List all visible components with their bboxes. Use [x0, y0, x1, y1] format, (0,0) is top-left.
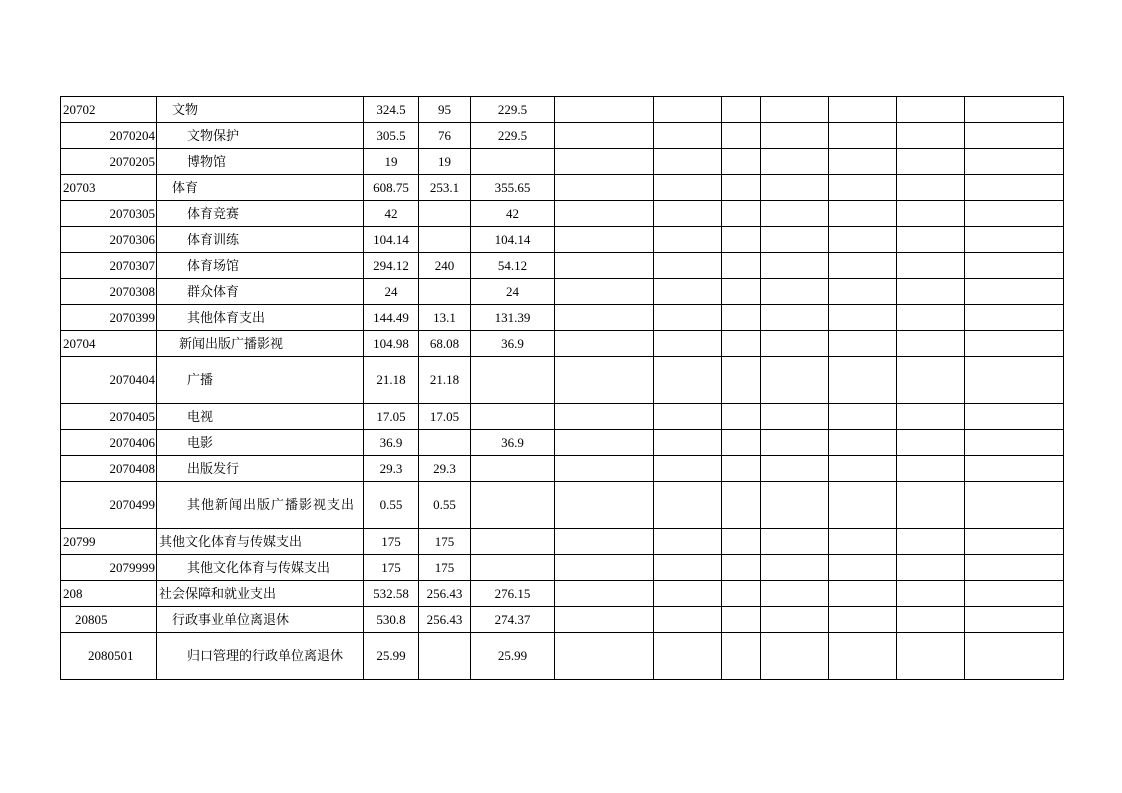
empty-cell [555, 404, 654, 430]
empty-cell [761, 123, 829, 149]
row-value-1: 305.5 [364, 123, 419, 149]
empty-cell [965, 253, 1064, 279]
empty-cell [829, 97, 897, 123]
empty-cell [965, 123, 1064, 149]
empty-cell [897, 430, 965, 456]
row-value-1: 608.75 [364, 175, 419, 201]
empty-cell [897, 482, 965, 529]
table-row [61, 430, 1064, 456]
empty-cell [555, 633, 654, 680]
row-code: 2070204 [61, 123, 157, 149]
row-value-1: 175 [364, 529, 419, 555]
row-value-3: 355.65 [471, 175, 555, 201]
empty-cell [897, 175, 965, 201]
empty-cell [897, 253, 965, 279]
row-value-3: 229.5 [471, 97, 555, 123]
empty-cell [829, 529, 897, 555]
row-name: 博物馆 [157, 149, 364, 175]
empty-cell [555, 149, 654, 175]
empty-cell [555, 97, 654, 123]
row-value-1: 19 [364, 149, 419, 175]
empty-cell [555, 581, 654, 607]
row-code: 2079999 [61, 555, 157, 581]
empty-cell [722, 529, 761, 555]
table-row [61, 175, 1064, 201]
empty-cell [829, 456, 897, 482]
empty-cell [654, 482, 722, 529]
empty-cell [829, 279, 897, 305]
row-value-2: 0.55 [419, 482, 471, 529]
empty-cell [761, 633, 829, 680]
empty-cell [761, 529, 829, 555]
empty-cell [829, 201, 897, 227]
empty-cell [829, 581, 897, 607]
empty-cell [897, 555, 965, 581]
row-value-3: 25.99 [471, 633, 555, 680]
row-value-3: 276.15 [471, 581, 555, 607]
row-value-3 [471, 456, 555, 482]
row-name: 体育场馆 [157, 253, 364, 279]
row-code: 20805 [61, 607, 157, 633]
empty-cell [829, 357, 897, 404]
empty-cell [965, 456, 1064, 482]
empty-cell [555, 456, 654, 482]
empty-cell [654, 529, 722, 555]
empty-cell [654, 456, 722, 482]
empty-cell [761, 555, 829, 581]
row-value-3: 274.37 [471, 607, 555, 633]
row-code: 2070306 [61, 227, 157, 253]
empty-cell [654, 97, 722, 123]
empty-cell [965, 227, 1064, 253]
row-value-3: 36.9 [471, 430, 555, 456]
empty-cell [829, 482, 897, 529]
empty-cell [722, 404, 761, 430]
empty-cell [761, 227, 829, 253]
empty-cell [897, 331, 965, 357]
row-value-3: 131.39 [471, 305, 555, 331]
empty-cell [761, 430, 829, 456]
row-name: 体育训练 [157, 227, 364, 253]
empty-cell [654, 227, 722, 253]
empty-cell [829, 227, 897, 253]
row-code: 2070404 [61, 357, 157, 404]
row-value-2: 68.08 [419, 331, 471, 357]
row-value-1: 104.14 [364, 227, 419, 253]
row-name: 电影 [157, 430, 364, 456]
row-value-2: 256.43 [419, 581, 471, 607]
empty-cell [761, 97, 829, 123]
row-code: 208 [61, 581, 157, 607]
row-name: 其他体育支出 [157, 305, 364, 331]
row-name: 文物保护 [157, 123, 364, 149]
empty-cell [654, 404, 722, 430]
row-value-1: 29.3 [364, 456, 419, 482]
empty-cell [965, 201, 1064, 227]
row-value-3 [471, 149, 555, 175]
row-code: 20799 [61, 529, 157, 555]
empty-cell [897, 607, 965, 633]
table-row [61, 456, 1064, 482]
empty-cell [654, 279, 722, 305]
row-value-1: 144.49 [364, 305, 419, 331]
row-name: 群众体育 [157, 279, 364, 305]
empty-cell [555, 175, 654, 201]
empty-cell [555, 357, 654, 404]
empty-cell [829, 253, 897, 279]
row-value-2: 13.1 [419, 305, 471, 331]
row-value-1: 24 [364, 279, 419, 305]
row-value-3 [471, 555, 555, 581]
row-code: 2070499 [61, 482, 157, 529]
empty-cell [654, 253, 722, 279]
empty-cell [722, 253, 761, 279]
empty-cell [722, 482, 761, 529]
row-value-3 [471, 482, 555, 529]
empty-cell [965, 633, 1064, 680]
row-name: 新闻出版广播影视 [157, 331, 364, 357]
row-value-1: 25.99 [364, 633, 419, 680]
row-code: 2080501 [61, 633, 157, 680]
empty-cell [897, 201, 965, 227]
empty-cell [897, 305, 965, 331]
row-value-3 [471, 529, 555, 555]
row-value-3 [471, 357, 555, 404]
row-value-2: 175 [419, 529, 471, 555]
row-value-3: 36.9 [471, 331, 555, 357]
row-name: 电视 [157, 404, 364, 430]
empty-cell [722, 555, 761, 581]
empty-cell [761, 279, 829, 305]
empty-cell [654, 149, 722, 175]
row-code: 2070308 [61, 279, 157, 305]
empty-cell [555, 607, 654, 633]
row-value-2 [419, 201, 471, 227]
table-row [61, 529, 1064, 555]
empty-cell [965, 279, 1064, 305]
row-value-1: 17.05 [364, 404, 419, 430]
empty-cell [761, 404, 829, 430]
empty-cell [965, 607, 1064, 633]
empty-cell [897, 123, 965, 149]
row-name: 体育 [157, 175, 364, 201]
empty-cell [555, 227, 654, 253]
empty-cell [897, 404, 965, 430]
empty-cell [555, 430, 654, 456]
empty-cell [654, 201, 722, 227]
empty-cell [555, 555, 654, 581]
row-value-3: 54.12 [471, 253, 555, 279]
row-name: 出版发行 [157, 456, 364, 482]
row-code: 2070305 [61, 201, 157, 227]
empty-cell [829, 555, 897, 581]
empty-cell [897, 97, 965, 123]
row-code: 2070408 [61, 456, 157, 482]
empty-cell [555, 331, 654, 357]
empty-cell [722, 97, 761, 123]
row-value-2: 19 [419, 149, 471, 175]
row-value-2 [419, 227, 471, 253]
table-row [61, 201, 1064, 227]
table-row [61, 279, 1064, 305]
empty-cell [722, 175, 761, 201]
row-value-2: 95 [419, 97, 471, 123]
empty-cell [654, 555, 722, 581]
empty-cell [654, 357, 722, 404]
row-value-3: 24 [471, 279, 555, 305]
row-name: 文物 [157, 97, 364, 123]
empty-cell [965, 430, 1064, 456]
row-code: 20702 [61, 97, 157, 123]
row-value-2: 17.05 [419, 404, 471, 430]
row-value-3: 229.5 [471, 123, 555, 149]
empty-cell [654, 305, 722, 331]
empty-cell [897, 279, 965, 305]
empty-cell [555, 305, 654, 331]
empty-cell [654, 633, 722, 680]
empty-cell [761, 253, 829, 279]
empty-cell [722, 430, 761, 456]
empty-cell [555, 529, 654, 555]
empty-cell [897, 357, 965, 404]
row-value-2: 29.3 [419, 456, 471, 482]
budget-table [60, 96, 1064, 680]
row-value-1: 532.58 [364, 581, 419, 607]
empty-cell [555, 279, 654, 305]
empty-cell [722, 201, 761, 227]
empty-cell [897, 633, 965, 680]
empty-cell [965, 555, 1064, 581]
empty-cell [654, 123, 722, 149]
row-value-2: 76 [419, 123, 471, 149]
row-value-1: 0.55 [364, 482, 419, 529]
row-code: 2070405 [61, 404, 157, 430]
empty-cell [722, 581, 761, 607]
row-value-2: 175 [419, 555, 471, 581]
table-row [61, 404, 1064, 430]
empty-cell [654, 607, 722, 633]
row-value-2 [419, 430, 471, 456]
table-row [61, 123, 1064, 149]
table-row [61, 97, 1064, 123]
empty-cell [965, 175, 1064, 201]
row-value-1: 21.18 [364, 357, 419, 404]
row-value-1: 294.12 [364, 253, 419, 279]
row-name: 其他新闻出版广播影视支出 [157, 482, 364, 529]
empty-cell [555, 201, 654, 227]
empty-cell [761, 607, 829, 633]
empty-cell [761, 175, 829, 201]
empty-cell [965, 529, 1064, 555]
row-value-1: 175 [364, 555, 419, 581]
empty-cell [555, 123, 654, 149]
table-row [61, 149, 1064, 175]
empty-cell [897, 149, 965, 175]
table-row [61, 227, 1064, 253]
empty-cell [761, 581, 829, 607]
table-row [61, 253, 1064, 279]
empty-cell [965, 482, 1064, 529]
row-name: 广播 [157, 357, 364, 404]
empty-cell [722, 279, 761, 305]
row-code: 20703 [61, 175, 157, 201]
empty-cell [761, 305, 829, 331]
empty-cell [897, 529, 965, 555]
row-value-2: 21.18 [419, 357, 471, 404]
empty-cell [829, 331, 897, 357]
row-value-1: 36.9 [364, 430, 419, 456]
empty-cell [761, 331, 829, 357]
row-value-1: 530.8 [364, 607, 419, 633]
table-row [61, 607, 1064, 633]
empty-cell [722, 227, 761, 253]
row-name: 其他文化体育与传媒支出 [157, 555, 364, 581]
empty-cell [897, 581, 965, 607]
empty-cell [761, 149, 829, 175]
empty-cell [722, 456, 761, 482]
table-row [61, 331, 1064, 357]
row-value-3: 42 [471, 201, 555, 227]
row-value-2: 240 [419, 253, 471, 279]
empty-cell [965, 305, 1064, 331]
row-value-1: 324.5 [364, 97, 419, 123]
empty-cell [965, 97, 1064, 123]
empty-cell [829, 175, 897, 201]
empty-cell [965, 149, 1064, 175]
row-name: 社会保障和就业支出 [157, 581, 364, 607]
empty-cell [897, 456, 965, 482]
empty-cell [722, 633, 761, 680]
row-value-2: 253.1 [419, 175, 471, 201]
empty-cell [761, 357, 829, 404]
row-name: 其他文化体育与传媒支出 [157, 529, 364, 555]
empty-cell [654, 581, 722, 607]
table-row [61, 482, 1064, 529]
row-code: 2070399 [61, 305, 157, 331]
empty-cell [722, 607, 761, 633]
empty-cell [722, 123, 761, 149]
empty-cell [722, 305, 761, 331]
empty-cell [829, 404, 897, 430]
table-row [61, 633, 1064, 680]
empty-cell [654, 430, 722, 456]
empty-cell [654, 175, 722, 201]
empty-cell [829, 149, 897, 175]
table-row [61, 555, 1064, 581]
row-value-3: 104.14 [471, 227, 555, 253]
empty-cell [555, 253, 654, 279]
table-row [61, 357, 1064, 404]
row-value-2 [419, 633, 471, 680]
table-row [61, 305, 1064, 331]
row-value-3 [471, 404, 555, 430]
empty-cell [829, 123, 897, 149]
empty-cell [829, 430, 897, 456]
row-code: 2070307 [61, 253, 157, 279]
empty-cell [555, 482, 654, 529]
table-row [61, 581, 1064, 607]
empty-cell [722, 149, 761, 175]
row-value-2 [419, 279, 471, 305]
empty-cell [965, 357, 1064, 404]
empty-cell [829, 633, 897, 680]
row-value-1: 104.98 [364, 331, 419, 357]
empty-cell [829, 607, 897, 633]
empty-cell [965, 581, 1064, 607]
empty-cell [654, 331, 722, 357]
empty-cell [829, 305, 897, 331]
row-name: 体育竞赛 [157, 201, 364, 227]
empty-cell [965, 404, 1064, 430]
empty-cell [761, 201, 829, 227]
empty-cell [965, 331, 1064, 357]
row-value-1: 42 [364, 201, 419, 227]
row-code: 20704 [61, 331, 157, 357]
empty-cell [722, 357, 761, 404]
row-value-2: 256.43 [419, 607, 471, 633]
row-code: 2070406 [61, 430, 157, 456]
empty-cell [897, 227, 965, 253]
row-code: 2070205 [61, 149, 157, 175]
row-name: 行政事业单位离退休 [157, 607, 364, 633]
empty-cell [761, 456, 829, 482]
empty-cell [761, 482, 829, 529]
empty-cell [722, 331, 761, 357]
row-name: 归口管理的行政单位离退休 [157, 633, 364, 680]
